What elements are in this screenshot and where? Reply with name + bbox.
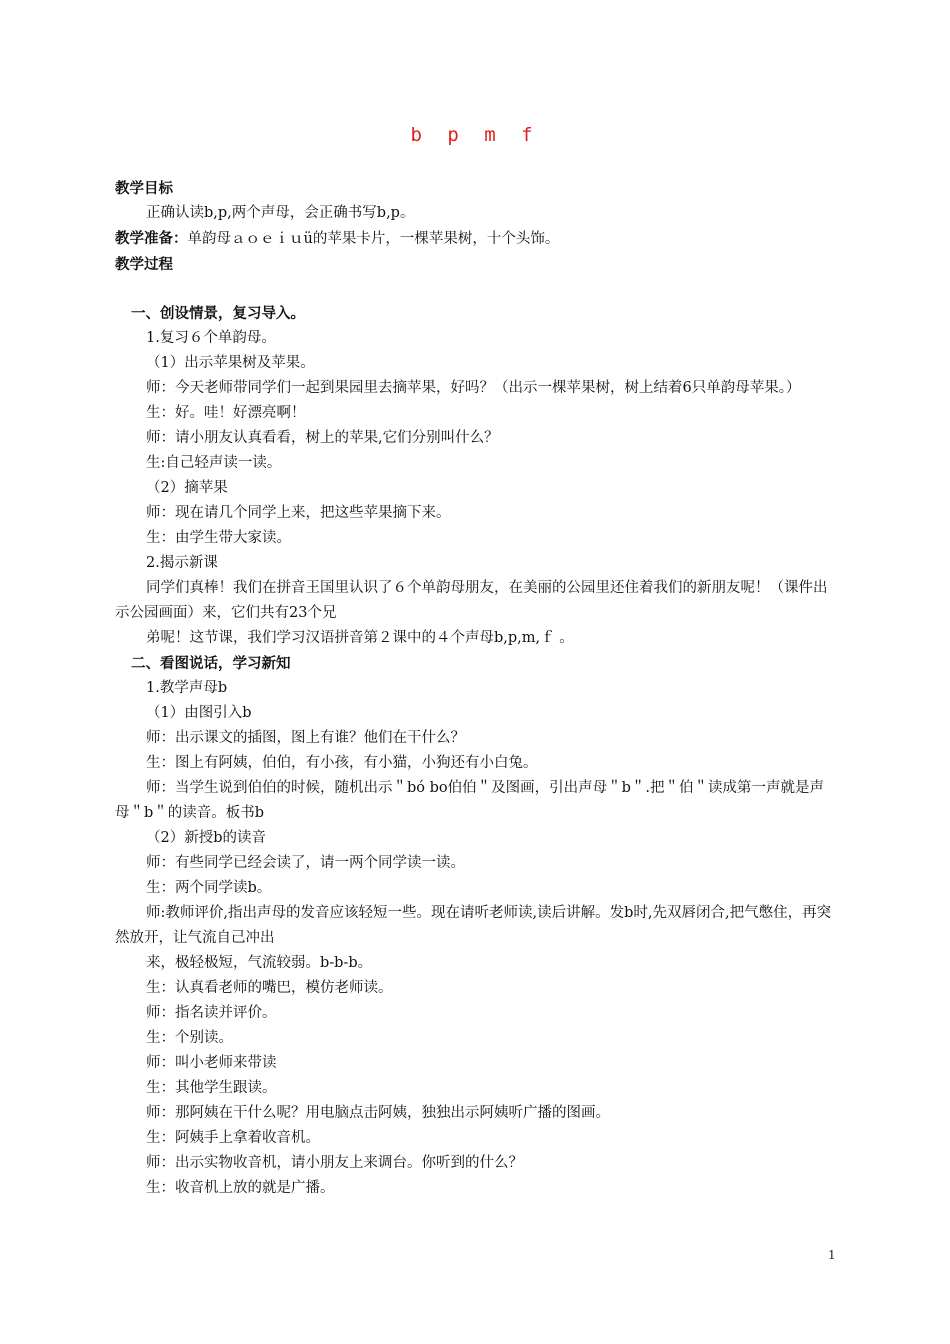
paragraph: 师：当学生说到伯伯的时候，随机出示＂bó bo伯伯＂及图画，引出声母＂b＂.把＂伯＂读成第一声就是声母＂b＂的读音。板书b: [115, 780, 825, 821]
paragraph: 弟呢！这节课，我们学习汉语拼音第２课中的４个声母b,p,m,ｆ 。: [146, 630, 574, 646]
paragraph: 师:教师评价,指出声母的发音应该轻短一些。现在请听老师读,读后讲解。发b时,先双唇闭合,把气憋住，再突然放开，让气流自己冲出: [115, 905, 832, 946]
paragraph: 生：收音机上放的就是广播。: [146, 1180, 335, 1196]
paragraph: 师：现在请几个同学上来，把这些苹果摘下来。: [146, 505, 451, 521]
paragraph: 师：叫小老师来带读: [146, 1055, 277, 1071]
paragraph: 同学们真棒！我们在拼音王国里认识了６个单韵母朋友，在美丽的公园里还住着我们的新朋友呢！（课件出示公园画面）来，它们共有23个兄: [115, 580, 828, 621]
paragraph: 师：有些同学已经会读了，请一两个同学读一读。: [146, 855, 465, 871]
paragraph: 1.复习６个单韵母。: [146, 330, 276, 346]
paragraph: 师：那阿姨在干什么呢？用电脑点击阿姨，独独出示阿姨听广播的图画。: [146, 1105, 610, 1121]
paragraph: 生：好。哇！好漂亮啊！: [146, 405, 306, 421]
paragraph: 师：今天老师带同学们一起到果园里去摘苹果，好吗？（出示一棵苹果树，树上结着6只单韵母苹果。）: [146, 380, 801, 396]
paragraph: 生：图上有阿姨，伯伯，有小孩，有小猫，小狗还有小白兔。: [146, 755, 538, 771]
paragraph: 师：请小朋友认真看看，树上的苹果,它们分别叫什么？: [146, 430, 499, 446]
paragraph: 师：指名读并评价。: [146, 1005, 277, 1021]
paragraph: 来，极轻极短，气流较弱。b-b-b。: [146, 955, 373, 971]
prep-line: [115, 226, 837, 252]
paragraph: 1.教学声母b: [146, 680, 228, 696]
goal-text: 正确认读b,p,两个声母，会正确书写b,p。: [146, 205, 415, 221]
paragraph: 生：认真看老师的嘴巴，模仿老师读。: [146, 980, 393, 996]
process-heading: 教学过程: [115, 256, 173, 273]
document-title: b p m f: [410, 124, 540, 146]
paragraph: 生：其他学生跟读。: [146, 1080, 277, 1096]
paragraph: 生：由学生带大家读。: [146, 530, 291, 546]
section-heading-1: 一、创设情景，复习导入。: [131, 305, 305, 322]
paragraph: （2）摘苹果: [146, 480, 228, 496]
paragraph: 2.揭示新课: [146, 555, 218, 571]
document-body: [115, 176, 837, 1201]
paragraph: （1）由图引入b: [146, 705, 252, 721]
section-heading-2: 二、看图说话，学习新知: [131, 655, 291, 672]
prep-text: 单韵母ａｏｅｉｕü的苹果卡片，一棵苹果树，十个头饰。: [187, 231, 560, 247]
paragraph: 生：个别读。: [146, 1030, 233, 1046]
paragraph: 生：两个同学读b。: [146, 880, 272, 896]
paragraph: 生:自己轻声读一读。: [146, 455, 282, 471]
paragraph: 师：出示实物收音机，请小朋友上来调台。你听到的什么？: [146, 1155, 523, 1171]
paragraph: （1）出示苹果树及苹果。: [146, 355, 315, 371]
page-number: 1: [828, 1248, 836, 1262]
paragraph: 生：阿姨手上拿着收音机。: [146, 1130, 320, 1146]
paragraph: 师：出示课文的插图，图上有谁？他们在干什么？: [146, 730, 465, 746]
paragraph: （2）新授b的读音: [146, 830, 267, 846]
spacer: [115, 277, 837, 301]
goal-heading: 教学目标: [115, 180, 173, 197]
prep-heading: 教学准备：: [115, 230, 188, 247]
